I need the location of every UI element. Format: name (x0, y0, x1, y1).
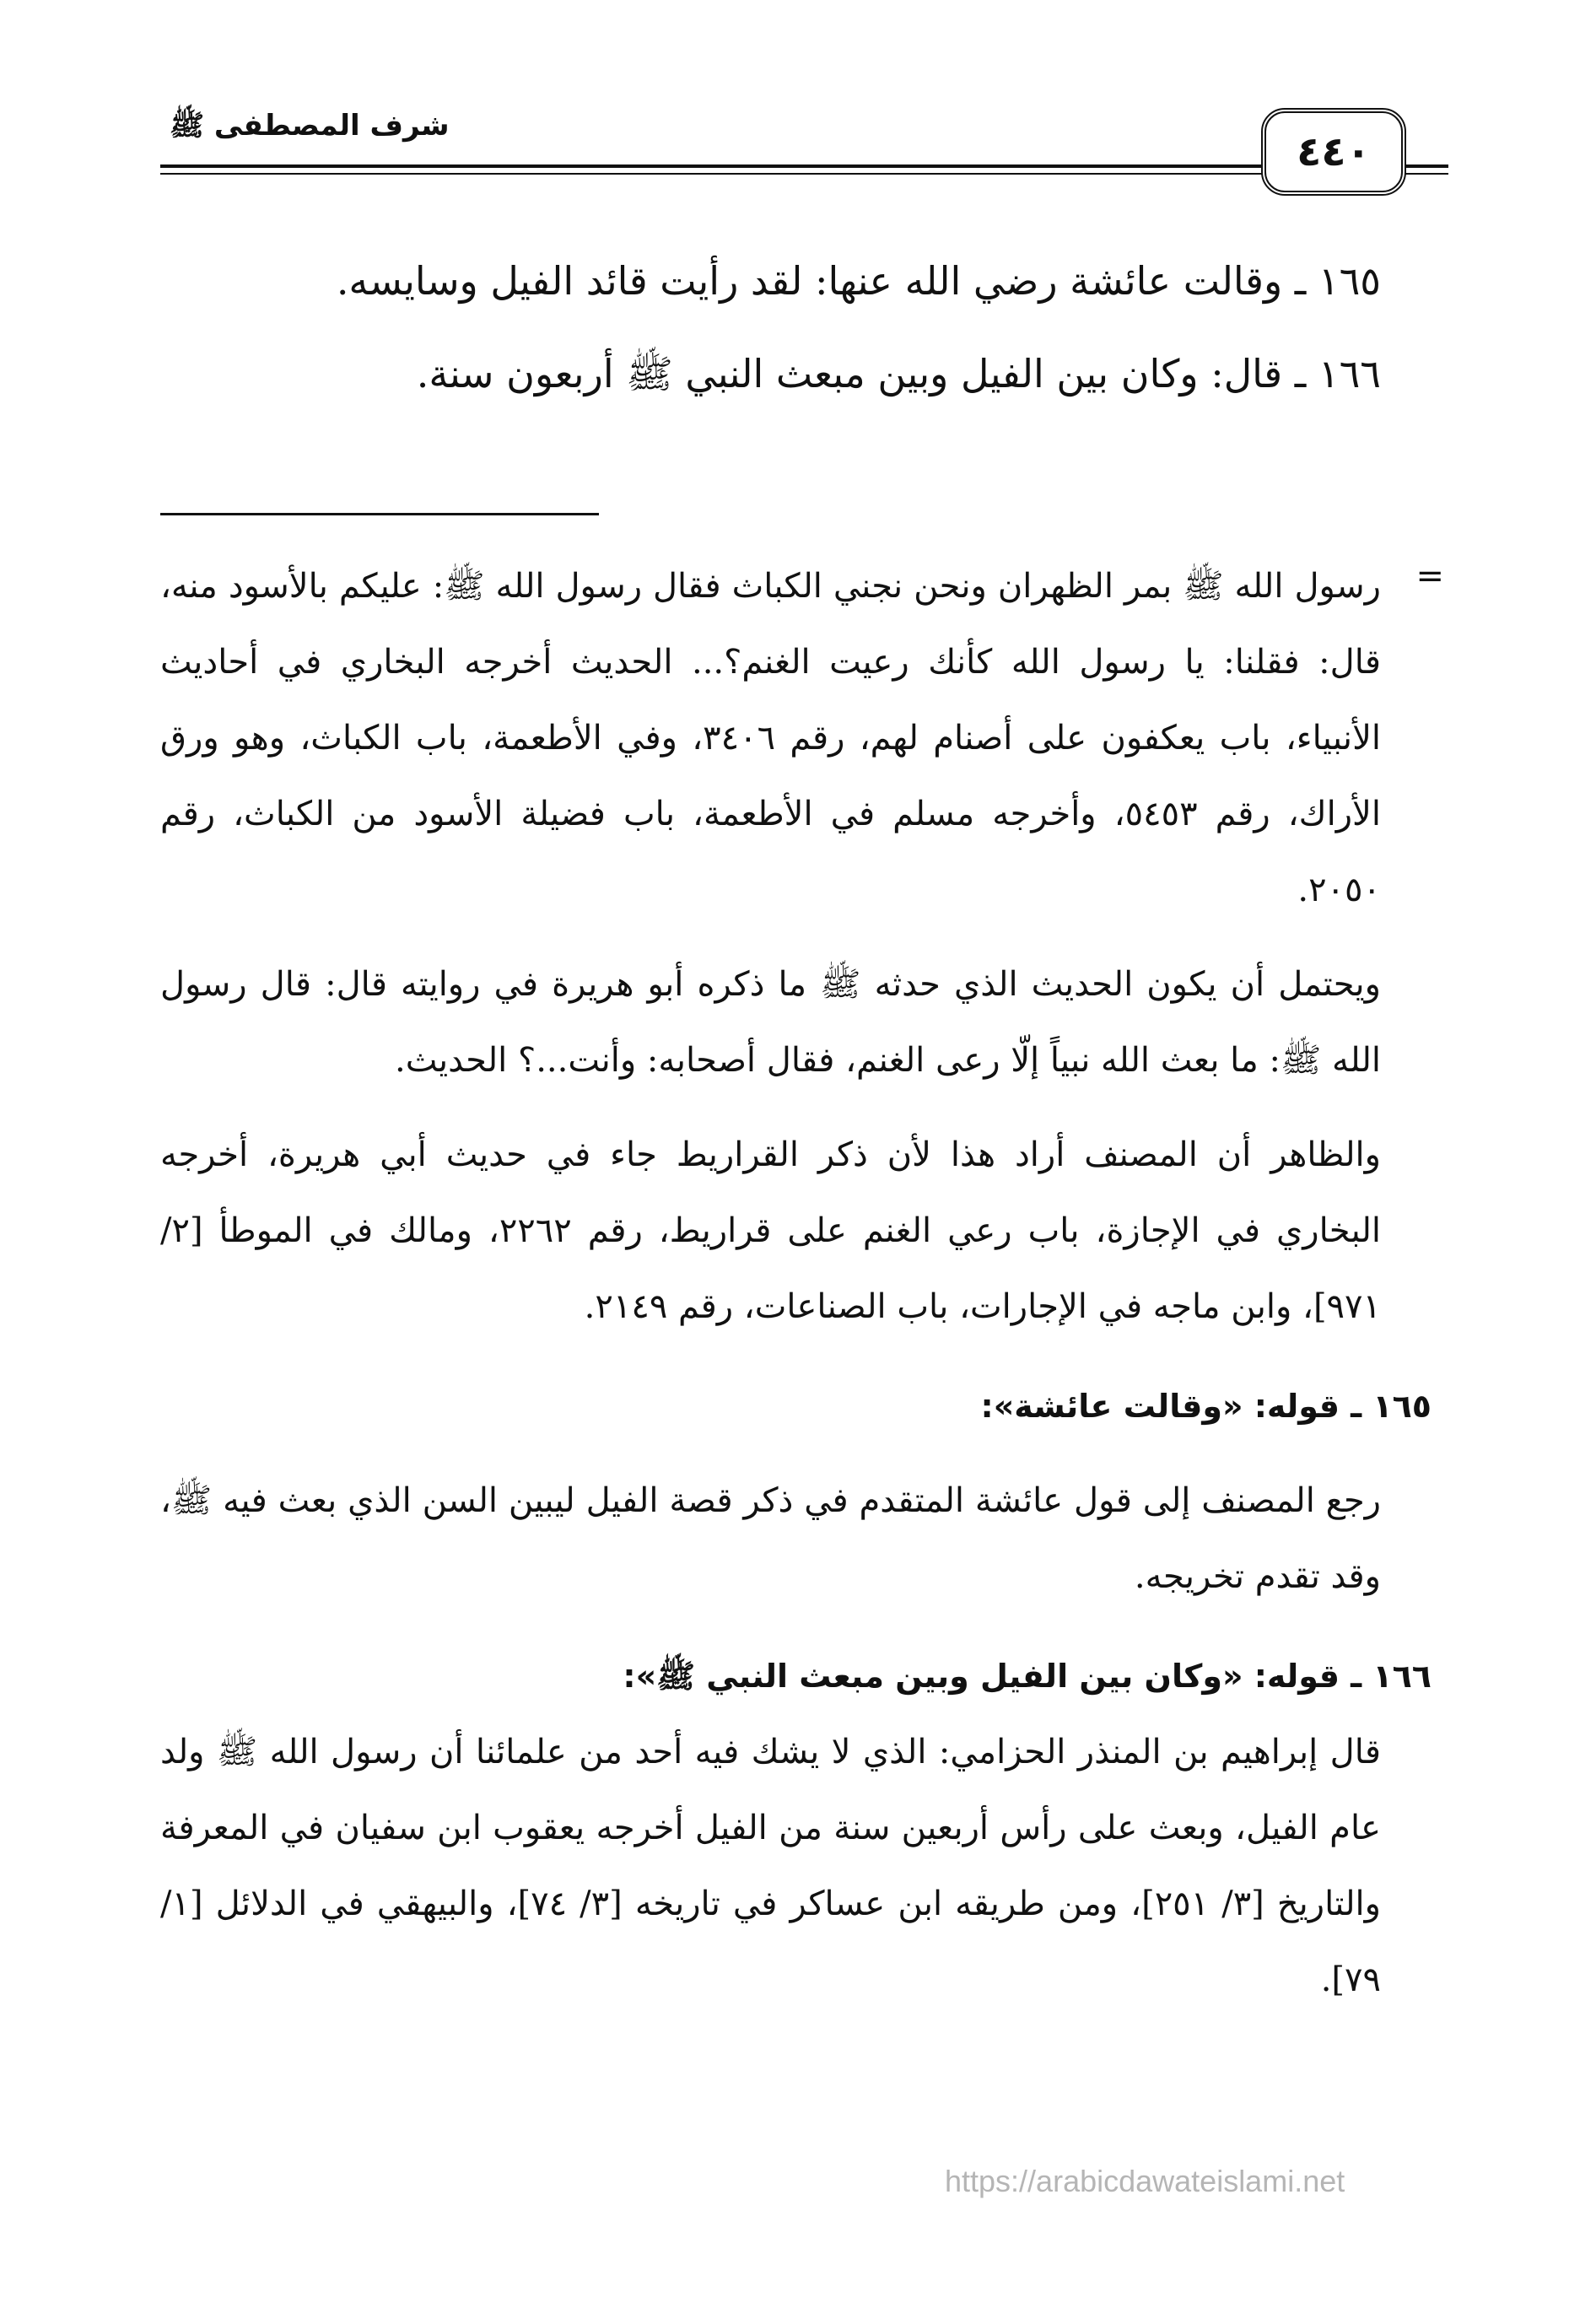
footnote-paragraph: ويحتمل أن يكون الحديث الذي حدثه ﷺ ما ذكره أبو هريرة في روايته قال: قال رسول الله ﷺ: ما بعث الله نبياً إلّا رعى الغنم، فقال أصحابه: وأنت...؟ الحديث. (160, 965, 1381, 1080)
main-text (160, 235, 1381, 420)
footnotes (160, 548, 1432, 2018)
footnote-paragraph: رجع المصنف إلى قول عائشة المتقدم في ذكر قصة الفيل ليبين السن الذي بعث فيه ﷺ، وقد تقدم تخريجه. (160, 1481, 1381, 1596)
header-rule-thick (160, 164, 1448, 168)
page-number: ٤٤٠ (1261, 108, 1406, 196)
footnote-paragraph: رسول الله ﷺ بمر الظهران ونحن نجني الكباث فقال رسول الله ﷺ: عليكم بالأسود منه، قال: فقلنا: يا رسول الله كأنك رعيت الغنم؟... الحديث أخرجه البخاري في أحاديث الأنبياء، باب يعكفون على أصنام لهم، رقم ٣٤٠٦، وفي الأطعمة، باب الكباث، وهو ورق الأراك، رقم ٥٤٥٣، وأخرجه مسلم في الأطعمة، باب فضيلة الأسود من الكباث، رقم ٢٠٥٠. (160, 567, 1382, 909)
footnote-continuation-mark: = (1415, 557, 1444, 596)
commentary-heading-165: ١٦٥ ـ قوله: «وقالت عائشة»: (980, 1388, 1432, 1425)
running-head-title: شرف المصطفى ﷺ (164, 108, 455, 149)
watermark-url: https://arabicdawateislami.net (945, 2164, 1345, 2198)
footnote-paragraph: قال إبراهيم بن المنذر الحزامي: الذي لا يشك فيه أحد من علمائنا أن رسول الله ﷺ ولد عام الفيل، وبعث على رأس أربعين سنة من الفيل أخرجه يعقوب ابن سفيان في المعرفة والتاريخ [٣/ ٢٥١]، ومن طريقه ابن عساكر في تاريخه [٣/ ٧٤]، والبيهقي في الدلائل [١/ ٧٩]. (160, 1733, 1381, 1999)
footnote-separator (160, 513, 599, 515)
header-rule-thin (160, 173, 1448, 175)
commentary-heading-166: ١٦٦ ـ قوله: «وكان بين الفيل وبين مبعث النبي ﷺ»: (623, 1658, 1432, 1695)
main-paragraph-165: ١٦٥ ـ وقالت عائشة رضي الله عنها: لقد رأيت قائد الفيل وسايسه. (336, 258, 1381, 304)
main-paragraph-166: ١٦٦ ـ قال: وكان بين الفيل وبين مبعث النبي ﷺ أربعون سنة. (416, 351, 1381, 396)
footnote-paragraph: والظاهر أن المصنف أراد هذا لأن ذكر القراريط جاء في حديث أبي هريرة، أخرجه البخاري في الإجازة، باب رعي الغنم على قراريط، رقم ٢٢٦٢، ومالك في الموطأ [٢/ ٩٧١]، وابن ماجه في الإجارات، باب الصناعات، رقم ٢١٤٩. (160, 1135, 1381, 1326)
